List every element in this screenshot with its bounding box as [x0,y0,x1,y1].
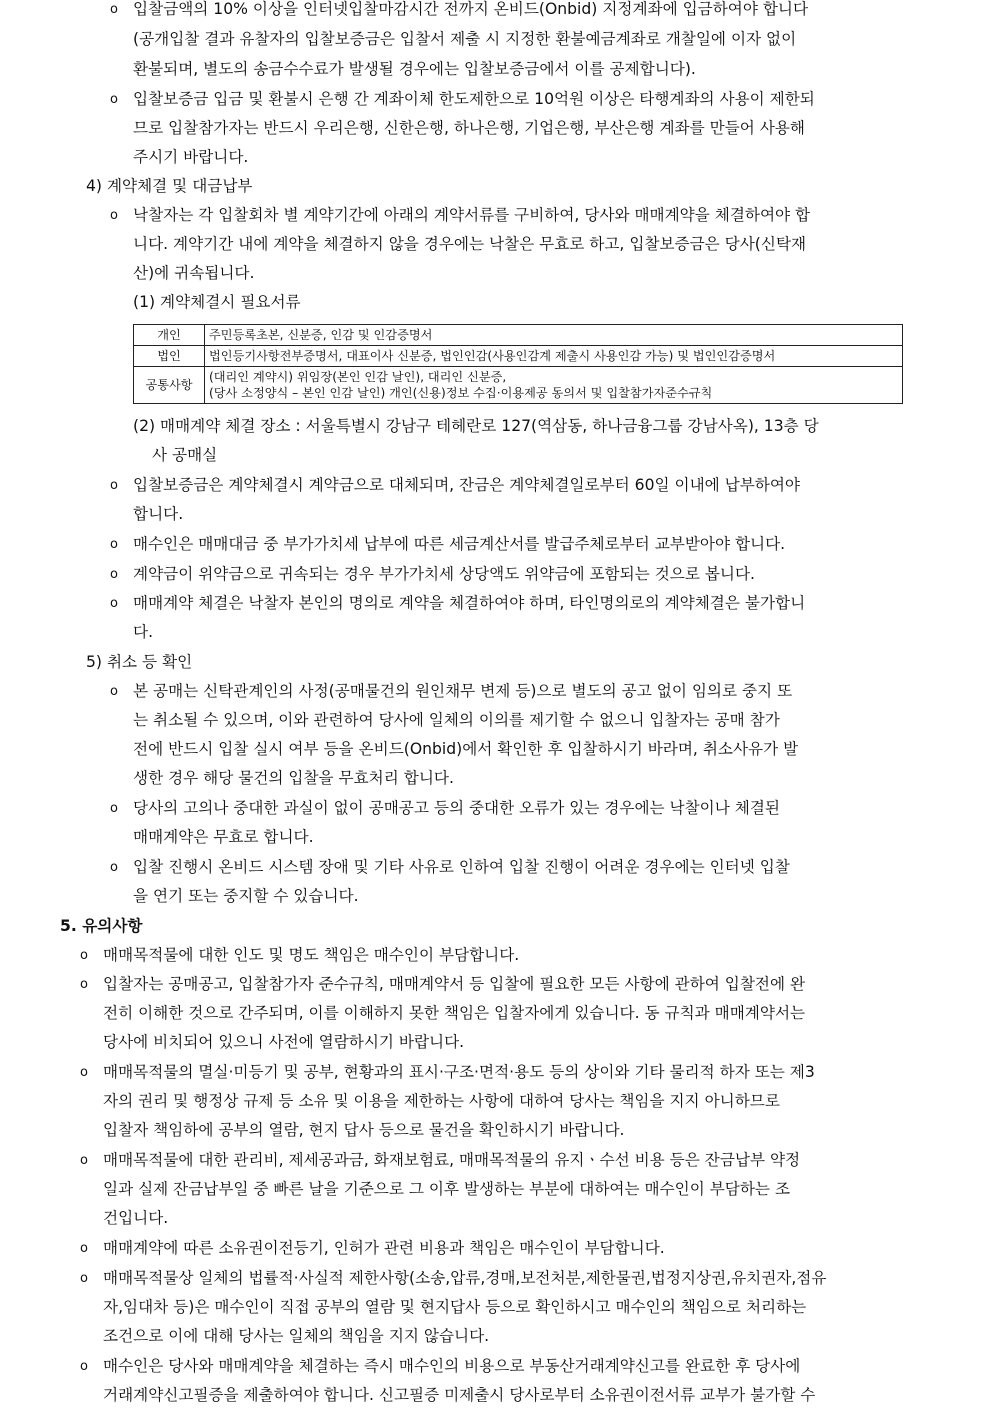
paragraph-line: 자,임대차 등)은 매수인이 직접 공부의 열람 및 현지답사 등으로 확인하시고 매수인의 책임으로 처리하는 [103,1298,807,1316]
subheading-required-documents: (1) 계약체결시 필요서류 [133,293,301,311]
paragraph-line: 환불되며, 별도의 송금수수료가 발생될 경우에는 입찰보증금에서 이를 공제합니다). [133,60,696,78]
paragraph-line: 매매목적물에 대한 관리비, 제세공과금, 화재보험료, 매매목적물의 유지ㆍ수선 비용 등은 잔금납부 약정 [103,1151,801,1169]
section-heading-notes: 5. 유의사항 [60,917,143,935]
bullet-marker: o [80,948,88,963]
contract-location-line: 사 공매실 [152,446,218,464]
paragraph-line: 매매목적물의 멸실·미등기 및 공부, 현황과의 표시·구조·면적·용도 등의 상이와 기타 물리적 하자 또는 제3 [103,1063,815,1081]
paragraph-line: 므로 입찰참가자는 반드시 우리은행, 신한은행, 하나은행, 기업은행, 부산은행 계좌를 만들어 사용해 [133,119,805,137]
paragraph-line: 전에 반드시 입찰 실시 여부 등을 온비드(Onbid)에서 확인한 후 입찰하시기 바라며, 취소사유가 발 [133,740,799,758]
paragraph-line: 다. [133,623,154,641]
paragraph-line: 입찰금액의 10% 이상을 인터넷입찰마감시간 전까지 온비드(Onbid) 지정계좌에 입금하여야 합니다 [133,0,809,18]
bullet-marker: o [80,1271,88,1286]
paragraph-line: 입찰자 책임하에 공부의 열람, 현지 답사 등으로 물건을 확인하시기 바랍니다. [103,1121,625,1139]
paragraph-line: 주시기 바랍니다. [133,148,249,166]
paragraph-line: 입찰 진행시 온비드 시스템 장애 및 기타 사유로 인하여 입찰 진행이 어려운 경우에는 인터넷 입찰 [133,858,790,876]
paragraph-line: 계약금이 위약금으로 귀속되는 경우 부가가치세 상당액도 위약금에 포함되는 것으로 봅니다. [133,565,755,583]
table-row [134,325,903,346]
paragraph-line: 매매계약 체결은 낙찰자 본인의 명의로 계약을 체결하여야 하며, 타인명의로의 계약체결은 불가합니 [133,594,806,612]
bullet-marker: o [110,801,118,816]
bullet-marker: o [80,1359,88,1374]
paragraph-line: 당사의 고의나 중대한 과실이 없이 공매공고 등의 중대한 오류가 있는 경우에는 낙찰이나 체결된 [133,799,780,817]
paragraph-line: 입찰보증금 입금 및 환불시 은행 간 계좌이체 한도제한으로 10억원 이상은 타행계좌의 사용이 제한되 [133,90,815,108]
table-row [134,346,903,367]
paragraph-line: 자의 권리 및 행정상 규제 등 소유 및 이용을 제한하는 사항에 대하여 당사는 책임을 지지 아니하므로 [103,1092,780,1110]
table-cell-key: 법인 [134,346,205,367]
bullet-marker: o [110,2,118,17]
bullet-marker: o [110,596,118,611]
paragraph-line: 거래계약신고필증을 제출하여야 합니다. 신고필증 미제출시 당사로부터 소유권이전서류 교부가 불가할 수 [103,1386,816,1404]
table-cell-value: 주민등록초본, 신분증, 인감 및 인감증명서 [205,325,903,346]
paragraph-line: 매매계약에 따른 소유권이전등기, 인허가 관련 비용과 책임은 매수인이 부담합니다. [103,1239,665,1257]
bullet-marker: o [80,1065,88,1080]
table-cell-value: 법인등기사항전부증명서, 대표이사 신분증, 법인인감(사용인감계 제출시 사용인감 가능) 및 법인인감증명서 [205,346,903,367]
paragraph-line: 일과 실제 잔금납부일 중 빠른 날을 기준으로 그 이후 발생하는 부분에 대하여는 매수인이 부담하는 조 [103,1180,791,1198]
table-cell-line: (당사 소정양식 – 본인 인감 날인) 개인(신용)정보 수집·이용제공 동의서 및 입찰참가자준수규칙 [209,386,713,400]
bullet-marker: o [110,208,118,223]
paragraph-line: 낙찰자는 각 입찰회차 별 계약기간에 아래의 계약서류를 구비하여, 당사와 매매계약을 체결하여야 합 [133,206,811,224]
paragraph-line: 생한 경우 해당 물건의 입찰을 무효처리 합니다. [133,769,454,787]
paragraph-line: 당사에 비치되어 있으니 사전에 열람하시기 바랍니다. [103,1033,465,1051]
paragraph-line: 전히 이해한 것으로 간주되며, 이를 이해하지 못한 책임은 입찰자에게 있습니다. 동 규칙과 매매계약서는 [103,1004,806,1022]
paragraph-line: 합니다. [133,505,184,523]
paragraph-line: 매매목적물상 일체의 법률적·사실적 제한사항(소송,압류,경매,보전처분,제한물권,법정지상권,유치권자,점유 [103,1269,827,1287]
table-cell-key: 개인 [134,325,205,346]
paragraph-line: 는 취소될 수 있으며, 이와 관련하여 당사에 일체의 이의를 제기할 수 없으니 입찰자는 공매 참가 [133,711,780,729]
paragraph-line: 을 연기 또는 중지할 수 있습니다. [133,887,359,905]
bullet-marker: o [80,977,88,992]
table-cell-line: (대리인 계약시) 위임장(본인 인감 날인), 대리인 신분증, [209,370,507,384]
bullet-marker: o [110,860,118,875]
table-row [134,367,903,404]
paragraph-line: 매수인은 매매대금 중 부가가치세 납부에 따른 세금계산서를 발급주체로부터 교부받아야 합니다. [133,535,786,553]
bullet-marker: o [110,567,118,582]
table-cell-value [205,367,903,404]
paragraph-line: 입찰보증금은 계약체결시 계약금으로 대체되며, 잔금은 계약체결일로부터 60일 이내에 납부하여야 [133,476,800,494]
section-heading-contract: 4) 계약체결 및 대금납부 [86,177,253,195]
paragraph-line: 입찰자는 공매공고, 입찰참가자 준수규칙, 매매계약서 등 입찰에 필요한 모든 사항에 관하여 입찰전에 완 [103,975,806,993]
paragraph-line: 산)에 귀속됩니다. [133,264,255,282]
section-heading-cancellation: 5) 취소 등 확인 [86,653,193,671]
table-cell-key: 공통사항 [134,367,205,404]
required-documents-table [133,324,903,404]
bullet-marker: o [80,1153,88,1168]
bullet-marker: o [110,478,118,493]
paragraph-line: 조건으로 이에 대해 당사는 일체의 책임을 지지 않습니다. [103,1327,490,1345]
paragraph-line: 매수인은 당사와 매매계약을 체결하는 즉시 매수인의 비용으로 부동산거래계약신고를 완료한 후 당사에 [103,1357,801,1375]
paragraph-line: 매매목적물에 대한 인도 및 명도 책임은 매수인이 부담합니다. [103,946,520,964]
bullet-marker: o [110,92,118,107]
paragraph-line: 매매계약은 무효로 합니다. [133,828,314,846]
paragraph-line: 니다. 계약기간 내에 계약을 체결하지 않을 경우에는 낙찰은 무효로 하고, 입찰보증금은 당사(신탁재 [133,235,807,253]
paragraph-line: 본 공매는 신탁관계인의 사정(공매물건의 원인채무 변제 등)으로 별도의 공고 없이 임의로 중지 또 [133,682,793,700]
bullet-marker: o [80,1241,88,1256]
bullet-marker: o [110,537,118,552]
paragraph-line: 건입니다. [103,1209,169,1227]
contract-location-line: (2) 매매계약 체결 장소 : 서울특별시 강남구 테헤란로 127(역삼동, 하나금융그룹 강남사옥), 13층 당 [133,417,819,435]
paragraph-line: (공개입찰 결과 유찰자의 입찰보증금은 입찰서 제출 시 지정한 환불예금계좌로 개찰일에 이자 없이 [133,30,797,48]
bullet-marker: o [110,684,118,699]
